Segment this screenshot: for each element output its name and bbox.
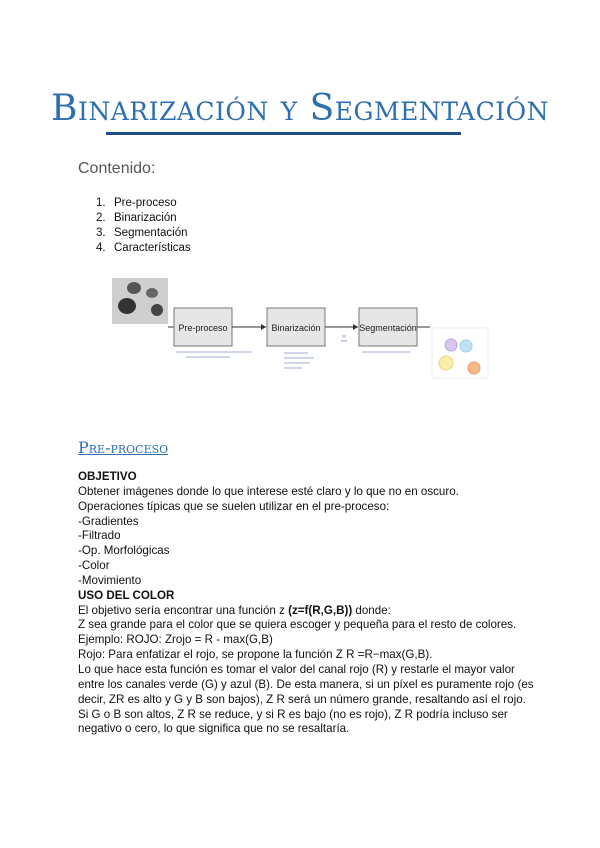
operation-item: -Movimiento (78, 573, 142, 587)
pipeline-label: Binarización (271, 323, 321, 333)
toc-item: 2. Binarización (96, 212, 177, 224)
objetivo-heading: OBJETIVO (78, 470, 137, 483)
document-title: Binarización y Segmentación (51, 88, 549, 129)
color-paragraph-2: Z sea grande para el color que se quiera escoger y pequeña para el resto de colores. (78, 618, 517, 632)
input-image (112, 278, 168, 324)
operations-intro: Operaciones típicas que se suelen utilizar en el pre-proceso: (78, 499, 390, 513)
contents-heading: Contenido: (78, 160, 156, 177)
pipeline-label: Pre-proceso (178, 323, 228, 333)
color-paragraph-5: Lo que hace esta función es tomar el valor del canal rojo (R) y restarle el mayor valor entre los canales verde (G) y azul (B). De esta manera, si un píxel es puramente rojo (es decir, ZR es alto y G y B son bajos), Z R será un número grande, resaltando así el rojo. Si G o B son altos, Z R se reduce, y si R es bajo (no es rojo), Z R podría incluso ser negativo o cero, lo que significa que no se resaltaría. (78, 662, 534, 736)
section-body (78, 470, 538, 737)
objetivo-text: Obtener imágenes donde lo que interese esté claro y lo que no en oscuro. (78, 484, 459, 498)
pipeline-label: Segmentación (359, 323, 417, 333)
toc-item: 4. Características (96, 242, 191, 254)
pipeline-diagram (112, 274, 500, 384)
color-heading: USO DEL COLOR (78, 588, 175, 602)
color-paragraph-4: Rojo: Para enfatizar el rojo, se propone la función Z R =R−max(G,B). (78, 648, 433, 662)
operation-item: -Op. Morfológicas (78, 544, 170, 558)
title-underline (106, 132, 461, 135)
color-paragraph-3: Ejemplo: ROJO: Zrojo = R - max(G,B) (78, 633, 273, 647)
table-of-contents (96, 196, 191, 256)
operation-item: -Gradientes (78, 514, 139, 528)
operation-item: -Color (78, 559, 110, 573)
color-paragraph-1: El objetivo sería encontrar una función z (z=f(R,G,B)) donde: (78, 603, 391, 617)
toc-item: 1. Pre-proceso (96, 197, 177, 209)
operation-item: -Filtrado (78, 529, 121, 543)
section-heading: Pre-proceso (78, 438, 169, 457)
toc-item: 3. Segmentación (96, 227, 188, 239)
segmented-output-image (432, 328, 488, 378)
